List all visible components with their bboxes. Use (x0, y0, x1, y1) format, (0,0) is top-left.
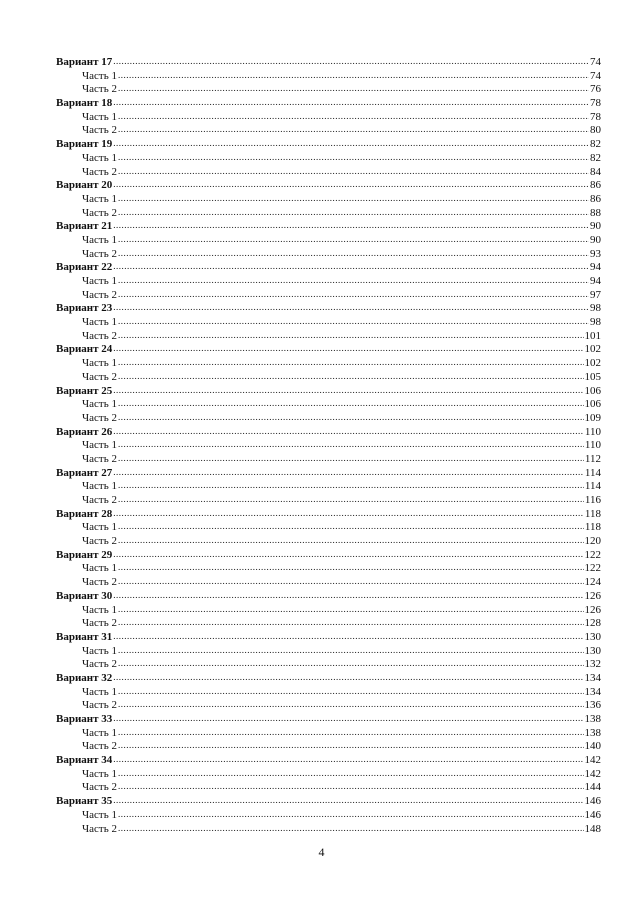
toc-entry-page: 134 (584, 685, 601, 698)
toc-entry-label: Часть 1 (82, 233, 117, 246)
toc-entry-label: Вариант 24 (56, 343, 113, 356)
toc-part-entry[interactable] (56, 193, 601, 207)
dot-leader (118, 657, 584, 671)
dot-leader (118, 739, 584, 753)
toc-entry-label: Вариант 23 (56, 302, 113, 315)
toc-entry-page: 93 (590, 247, 601, 260)
dot-leader (118, 192, 589, 206)
toc-entry-page: 110 (584, 425, 601, 438)
table-of-contents (56, 56, 601, 836)
toc-variant-entry[interactable] (56, 795, 601, 809)
dot-leader (118, 233, 589, 247)
toc-entry-page: 128 (584, 617, 601, 630)
dot-leader (118, 520, 584, 534)
dot-leader (118, 644, 584, 658)
toc-entry-page: 146 (584, 808, 601, 821)
toc-part-entry[interactable] (56, 316, 601, 330)
dot-leader (118, 329, 584, 343)
toc-entry-page: 140 (584, 740, 601, 753)
toc-entry-label: Часть 2 (82, 206, 117, 219)
toc-variant-entry[interactable] (56, 220, 601, 234)
toc-variant-entry[interactable] (56, 754, 601, 768)
toc-variant-entry[interactable] (56, 590, 601, 604)
toc-entry-page: 82 (590, 151, 601, 164)
toc-entry-label: Вариант 34 (56, 754, 113, 767)
dot-leader (113, 630, 583, 644)
toc-part-entry[interactable] (56, 70, 601, 84)
toc-variant-entry[interactable] (56, 672, 601, 686)
toc-entry-label: Часть 1 (82, 398, 117, 411)
toc-entry-page: 98 (590, 316, 601, 329)
dot-leader (118, 206, 589, 220)
toc-entry-page: 120 (584, 535, 601, 548)
toc-part-entry[interactable] (56, 658, 601, 672)
toc-entry-page: 106 (584, 384, 601, 397)
toc-entry-page: 122 (584, 548, 601, 561)
toc-part-entry[interactable] (56, 248, 601, 262)
toc-part-entry[interactable] (56, 166, 601, 180)
dot-leader (118, 82, 589, 96)
toc-part-entry[interactable] (56, 83, 601, 97)
toc-part-entry[interactable] (56, 357, 601, 371)
toc-variant-entry[interactable] (56, 343, 601, 357)
toc-part-entry[interactable] (56, 686, 601, 700)
dot-leader (113, 342, 583, 356)
toc-entry-label: Вариант 17 (56, 56, 113, 68)
toc-entry-page: 106 (584, 398, 601, 411)
toc-entry-page: 86 (590, 192, 601, 205)
toc-part-entry[interactable] (56, 289, 601, 303)
dot-leader (113, 137, 589, 151)
toc-entry-page: 109 (584, 411, 601, 424)
dot-leader (118, 575, 584, 589)
toc-entry-label: Часть 2 (82, 329, 117, 342)
toc-entry-page: 132 (584, 658, 601, 671)
toc-entry-page: 118 (584, 507, 601, 520)
toc-entry-page: 97 (590, 288, 601, 301)
toc-part-entry[interactable] (56, 439, 601, 453)
toc-variant-entry[interactable] (56, 302, 601, 316)
toc-entry-label: Часть 2 (82, 494, 117, 506)
toc-entry-label: Вариант 26 (56, 425, 113, 438)
toc-entry-page: 122 (584, 562, 601, 575)
toc-entry-page: 114 (584, 466, 601, 479)
dot-leader (118, 411, 584, 425)
toc-part-entry[interactable] (56, 275, 601, 289)
toc-entry-label: Вариант 27 (56, 466, 113, 479)
toc-part-entry[interactable] (56, 562, 601, 576)
toc-entry-label: Часть 2 (82, 370, 117, 383)
toc-entry-label: Часть 1 (82, 439, 117, 452)
toc-part-entry[interactable] (56, 781, 601, 795)
toc-entry-page: 98 (590, 302, 601, 315)
toc-entry-label: Вариант 35 (56, 795, 113, 808)
toc-part-entry[interactable] (56, 727, 601, 741)
dot-leader (118, 698, 584, 712)
dot-leader (113, 753, 583, 767)
dot-leader (118, 274, 589, 288)
toc-entry-page: 134 (584, 671, 601, 684)
toc-entry-label: Часть 2 (82, 781, 117, 794)
toc-entry-label: Часть 1 (82, 316, 117, 329)
toc-variant-entry[interactable] (56, 508, 601, 522)
toc-entry-page: 80 (590, 124, 601, 137)
toc-entry-label: Часть 1 (82, 603, 117, 616)
dot-leader (113, 384, 583, 398)
toc-entry-label: Часть 2 (82, 288, 117, 301)
toc-entry-page: 78 (590, 110, 601, 123)
dot-leader (113, 178, 589, 192)
dot-leader (118, 561, 584, 575)
toc-entry-label: Часть 1 (82, 192, 117, 205)
toc-entry-page: 88 (590, 206, 601, 219)
dot-leader (118, 69, 589, 83)
toc-entry-page: 94 (590, 275, 601, 287)
toc-part-entry[interactable] (56, 645, 601, 659)
toc-entry-label: Часть 2 (82, 617, 117, 630)
toc-part-entry[interactable] (56, 371, 601, 385)
toc-entry-label: Часть 2 (82, 83, 117, 96)
toc-entry-label: Часть 1 (82, 767, 117, 780)
dot-leader (118, 616, 584, 630)
toc-variant-entry[interactable] (56, 97, 601, 111)
toc-entry-page: 82 (590, 138, 601, 151)
toc-entry-label: Часть 1 (82, 562, 117, 575)
dot-leader (118, 397, 584, 411)
toc-entry-page: 142 (584, 754, 601, 767)
toc-entry-page: 102 (584, 343, 601, 356)
dot-leader (118, 726, 584, 740)
toc-entry-page: 86 (590, 179, 601, 192)
toc-entry-label: Вариант 21 (56, 220, 113, 233)
toc-entry-label: Часть 1 (82, 357, 117, 370)
toc-entry-label: Вариант 19 (56, 138, 113, 151)
toc-entry-label: Вариант 29 (56, 548, 113, 561)
toc-part-entry[interactable] (56, 617, 601, 631)
toc-entry-page: 105 (584, 370, 601, 383)
dot-leader (118, 288, 589, 302)
toc-entry-page: 126 (584, 603, 601, 616)
toc-entry-page: 78 (590, 97, 601, 110)
dot-leader (113, 219, 589, 233)
dot-leader (118, 452, 584, 466)
toc-entry-page: 90 (590, 220, 601, 233)
toc-part-entry[interactable] (56, 699, 601, 713)
toc-entry-label: Часть 1 (82, 275, 117, 287)
toc-entry-label: Вариант 20 (56, 179, 113, 192)
toc-entry-page: 142 (584, 767, 601, 780)
dot-leader (113, 589, 583, 603)
dot-leader (118, 356, 584, 370)
dot-leader (118, 534, 584, 548)
toc-entry-page: 130 (584, 644, 601, 657)
toc-entry-page: 136 (584, 699, 601, 712)
toc-variant-entry[interactable] (56, 549, 601, 563)
toc-entry-label: Часть 1 (82, 151, 117, 164)
toc-variant-entry[interactable] (56, 631, 601, 645)
toc-entry-label: Часть 1 (82, 110, 117, 123)
toc-entry-label: Часть 1 (82, 69, 117, 82)
toc-entry-label: Вариант 30 (56, 589, 113, 602)
toc-part-entry[interactable] (56, 521, 601, 535)
dot-leader (118, 493, 584, 507)
toc-entry-page: 76 (590, 83, 601, 96)
toc-variant-entry[interactable] (56, 467, 601, 481)
toc-variant-entry[interactable] (56, 713, 601, 727)
toc-entry-label: Часть 1 (82, 685, 117, 698)
toc-entry-label: Часть 2 (82, 576, 117, 589)
toc-entry-page: 126 (584, 589, 601, 602)
toc-entry-page: 148 (584, 822, 601, 835)
toc-entry-label: Часть 2 (82, 247, 117, 260)
toc-part-entry[interactable] (56, 453, 601, 467)
toc-entry-page: 101 (584, 329, 601, 342)
toc-entry-label: Часть 1 (82, 644, 117, 657)
dot-leader (113, 466, 584, 480)
toc-entry-label: Часть 2 (82, 411, 117, 424)
dot-leader (113, 55, 589, 69)
toc-part-entry[interactable] (56, 768, 601, 782)
dot-leader (113, 548, 583, 562)
toc-variant-entry[interactable] (56, 138, 601, 152)
dot-leader (113, 712, 583, 726)
dot-leader (118, 370, 584, 384)
toc-part-entry[interactable] (56, 604, 601, 618)
dot-leader (118, 780, 584, 794)
toc-part-entry[interactable] (56, 494, 601, 508)
dot-leader (118, 603, 584, 617)
toc-part-entry[interactable] (56, 480, 601, 494)
toc-part-entry[interactable] (56, 330, 601, 344)
toc-entry-label: Часть 2 (82, 124, 117, 137)
dot-leader (118, 479, 584, 493)
toc-part-entry[interactable] (56, 124, 601, 138)
dot-leader (118, 822, 584, 836)
toc-entry-page: 130 (584, 630, 601, 643)
toc-part-entry[interactable] (56, 398, 601, 412)
toc-entry-page: 146 (584, 795, 601, 808)
toc-entry-label: Часть 1 (82, 808, 117, 821)
toc-part-entry[interactable] (56, 111, 601, 125)
toc-part-entry[interactable] (56, 576, 601, 590)
toc-part-entry[interactable] (56, 535, 601, 549)
toc-entry-page: 116 (584, 494, 601, 506)
toc-part-entry[interactable] (56, 234, 601, 248)
toc-entry-label: Часть 2 (82, 822, 117, 835)
dot-leader (113, 671, 583, 685)
toc-variant-entry[interactable] (56, 385, 601, 399)
toc-entry-label: Вариант 28 (56, 507, 113, 520)
toc-entry-label: Вариант 18 (56, 97, 113, 110)
toc-entry-page: 124 (584, 576, 601, 589)
toc-entry-label: Часть 2 (82, 452, 117, 465)
dot-leader (118, 247, 589, 261)
dot-leader (118, 165, 589, 179)
toc-entry-label: Вариант 22 (56, 261, 113, 274)
toc-entry-label: Вариант 33 (56, 713, 113, 725)
toc-entry-label: Вариант 32 (56, 671, 113, 684)
dot-leader (113, 96, 589, 110)
toc-part-entry[interactable] (56, 207, 601, 221)
dot-leader (113, 301, 589, 315)
toc-variant-entry[interactable] (56, 426, 601, 440)
toc-entry-page: 112 (584, 452, 601, 465)
dot-leader (118, 767, 584, 781)
toc-entry-page: 138 (584, 726, 601, 739)
toc-variant-entry[interactable] (56, 56, 601, 70)
toc-entry-page: 74 (590, 56, 601, 68)
dot-leader (118, 438, 584, 452)
toc-entry-page: 90 (590, 233, 601, 246)
toc-entry-label: Вариант 25 (56, 384, 113, 397)
toc-entry-page: 74 (590, 69, 601, 82)
dot-leader (113, 507, 584, 521)
toc-part-entry[interactable] (56, 412, 601, 426)
toc-variant-entry[interactable] (56, 261, 601, 275)
toc-entry-page: 144 (584, 781, 601, 794)
toc-entry-label: Часть 1 (82, 726, 117, 739)
dot-leader (118, 685, 584, 699)
dot-leader (113, 260, 589, 274)
toc-entry-page: 102 (584, 357, 601, 370)
dot-leader (113, 794, 583, 808)
toc-part-entry[interactable] (56, 152, 601, 166)
dot-leader (118, 151, 589, 165)
toc-entry-label: Часть 2 (82, 165, 117, 178)
dot-leader (118, 808, 584, 822)
page-number: 4 (318, 845, 325, 859)
dot-leader (118, 123, 589, 137)
toc-part-entry[interactable] (56, 809, 601, 823)
toc-entry-page: 110 (584, 439, 601, 452)
toc-entry-label: Часть 2 (82, 699, 117, 712)
dot-leader (118, 315, 589, 329)
toc-entry-page: 118 (584, 521, 601, 534)
toc-entry-page: 138 (584, 713, 601, 725)
toc-variant-entry[interactable] (56, 179, 601, 193)
toc-entry-label: Часть 2 (82, 535, 117, 548)
toc-entry-label: Часть 1 (82, 480, 117, 493)
toc-entry-page: 114 (584, 480, 601, 493)
dot-leader (113, 425, 584, 439)
toc-entry-page: 94 (590, 261, 601, 274)
toc-entry-label: Часть 2 (82, 658, 117, 671)
toc-entry-label: Вариант 31 (56, 630, 113, 643)
toc-part-entry[interactable] (56, 823, 601, 837)
toc-entry-page: 84 (590, 165, 601, 178)
toc-part-entry[interactable] (56, 740, 601, 754)
toc-entry-label: Часть 1 (82, 521, 117, 534)
toc-entry-label: Часть 2 (82, 740, 117, 753)
dot-leader (118, 110, 589, 124)
